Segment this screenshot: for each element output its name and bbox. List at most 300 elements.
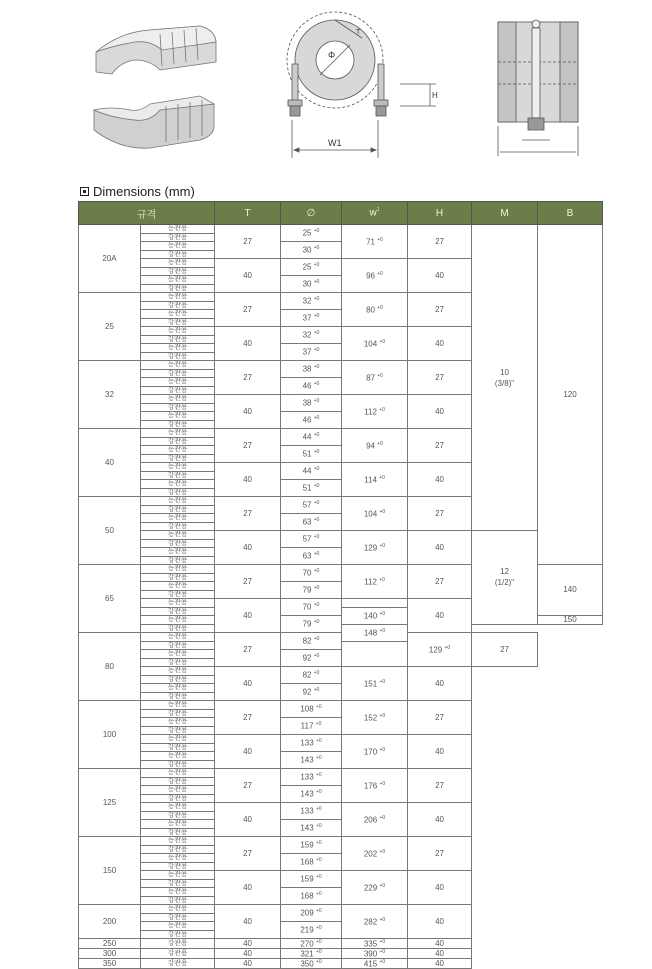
material-cell: 강관용 xyxy=(141,590,215,599)
square-bullet-icon xyxy=(80,187,89,196)
material-cell: 강관용 xyxy=(141,811,215,820)
value: 390 xyxy=(363,949,378,959)
value: 151 xyxy=(363,679,378,689)
material-cell: 동관용 xyxy=(141,922,215,931)
tolerance: +0 xyxy=(313,381,320,388)
header-diameter: ∅ xyxy=(281,202,342,225)
tolerance: +0 xyxy=(379,627,386,634)
value: 176 xyxy=(363,781,378,791)
material-cell: 강관용 xyxy=(141,250,215,259)
value: 321 xyxy=(300,949,314,959)
value: 46 xyxy=(302,416,312,426)
tolerance: +0 xyxy=(379,576,385,583)
material-cell: 강관용 xyxy=(141,641,215,650)
value: 143 xyxy=(300,824,314,834)
size-cell: 50 xyxy=(79,497,141,565)
value: 96 xyxy=(366,271,375,281)
material-cell: 동관용 xyxy=(141,616,215,625)
tolerance: +0 xyxy=(379,780,386,787)
h-cell: 40 xyxy=(408,327,472,361)
table-row xyxy=(79,769,603,778)
diameter-cell xyxy=(281,531,342,548)
tolerance: +0 xyxy=(315,939,322,945)
material-cell: 강관용 xyxy=(141,794,215,803)
w1-cell xyxy=(342,837,408,871)
material-cell: 동관용 xyxy=(141,667,215,676)
h-cell: 27 xyxy=(408,293,472,327)
tolerance: +0 xyxy=(313,500,320,507)
value: 51 xyxy=(302,484,312,494)
h-cell: 27 xyxy=(408,429,472,463)
table-body xyxy=(79,225,603,969)
tolerance: +0 xyxy=(313,449,320,456)
diameter-cell xyxy=(281,949,342,959)
material-cell: 동관용 xyxy=(141,344,215,353)
header-w1: $w^1$ xyxy=(342,202,408,225)
material-cell: 강관용 xyxy=(141,420,215,429)
material-cell: 동관용 xyxy=(141,463,215,472)
w1-cell xyxy=(408,633,472,667)
material-cell: 동관용 xyxy=(141,888,215,897)
tolerance: +0 xyxy=(379,508,386,515)
diameter-cell xyxy=(281,667,342,684)
material-cell: 동관용 xyxy=(141,310,215,319)
size-cell: 300 xyxy=(79,949,141,959)
diameter-cell xyxy=(281,242,342,259)
material-cell: 강관용 xyxy=(141,743,215,752)
t-cell: 27 xyxy=(215,429,281,463)
material-cell: 동관용 xyxy=(141,242,215,251)
tolerance: +0 xyxy=(315,891,322,898)
t-cell: 40 xyxy=(215,463,281,497)
section-heading-text: Dimensions (mm) xyxy=(93,184,195,199)
w1-cell xyxy=(342,701,408,735)
value: 112 xyxy=(364,577,377,587)
value: 70 xyxy=(302,603,312,613)
material-cell: 강관용 xyxy=(141,505,215,514)
material-cell: 동관용 xyxy=(141,837,215,846)
t-cell: 27 xyxy=(215,225,281,259)
value: 206 xyxy=(363,815,378,825)
table-row xyxy=(79,735,603,744)
diameter-cell xyxy=(281,769,342,786)
diameter-cell xyxy=(281,599,342,616)
material-cell: 강관용 xyxy=(141,488,215,497)
w1-cell xyxy=(342,293,408,327)
value: 38 xyxy=(302,399,312,409)
h-cell: 40 xyxy=(408,599,472,633)
table-row xyxy=(79,225,603,234)
value: 82 xyxy=(302,671,312,681)
table-row xyxy=(79,854,603,863)
material-cell: 강관용 xyxy=(141,726,215,735)
diameter-cell xyxy=(281,820,342,837)
table-row xyxy=(79,803,603,812)
h-cell: 40 xyxy=(408,531,472,565)
h-cell: 27 xyxy=(408,497,472,531)
material-cell: 강관용 xyxy=(141,233,215,242)
value: 143 xyxy=(300,756,314,766)
material-cell: 강관용 xyxy=(141,930,215,939)
material-cell: 강관용 xyxy=(141,675,215,684)
w1-cell xyxy=(342,565,408,599)
material-cell: 강관용 xyxy=(141,556,215,565)
dimensions-table xyxy=(78,201,603,969)
header-b: B xyxy=(538,202,603,225)
material-cell: 강관용 xyxy=(141,607,215,616)
value: 94 xyxy=(366,441,375,451)
diameter-cell xyxy=(281,871,342,888)
diameter-cell xyxy=(281,905,342,922)
diameter-cell xyxy=(281,361,342,378)
tolerance: +0 xyxy=(315,755,322,762)
table-row xyxy=(79,837,603,846)
m-value: 10 xyxy=(500,367,509,377)
w1-cell xyxy=(342,769,408,803)
diameter-cell xyxy=(281,276,342,293)
material-cell: 동관용 xyxy=(141,786,215,795)
tolerance: +0 xyxy=(315,908,322,915)
table-row xyxy=(79,531,603,540)
tolerance: +0 xyxy=(379,406,385,413)
w1-cell xyxy=(342,949,408,959)
t-cell: 40 xyxy=(215,667,281,701)
h-cell: 27 xyxy=(408,361,472,395)
value: 32 xyxy=(302,331,312,341)
material-cell: 동관용 xyxy=(141,803,215,812)
diameter-cell xyxy=(281,888,342,905)
tolerance: +0 xyxy=(313,619,320,626)
diameter-cell xyxy=(281,959,342,969)
material-cell: 강관용 xyxy=(141,624,215,633)
diameter-cell xyxy=(281,684,342,701)
material-cell: 강관용 xyxy=(141,437,215,446)
t-cell: 27 xyxy=(215,361,281,395)
diameter-cell xyxy=(281,633,342,650)
size-cell: 125 xyxy=(79,769,141,837)
w1-cell xyxy=(342,607,408,624)
m-cell-first xyxy=(472,225,538,531)
material-cell: 강관용 xyxy=(141,386,215,395)
tolerance: +0 xyxy=(313,398,320,405)
tolerance: +0 xyxy=(379,916,386,923)
size-cell: 200 xyxy=(79,905,141,939)
material-cell: 동관용 xyxy=(141,650,215,659)
material-cell: 동관용 xyxy=(141,446,215,455)
m-cell-second xyxy=(472,531,538,625)
w1-cell xyxy=(342,395,408,429)
value: 415 xyxy=(363,959,378,969)
t-cell: 40 xyxy=(215,327,281,361)
value: 168 xyxy=(300,858,314,868)
material-cell: 강관용 xyxy=(141,692,215,701)
value: 114 xyxy=(364,475,377,485)
tolerance: +0 xyxy=(379,939,386,945)
size-cell: 20A xyxy=(79,225,141,293)
tolerance: +0 xyxy=(379,746,386,753)
size-cell: 65 xyxy=(79,565,141,633)
w1-cell xyxy=(342,497,408,531)
table-row xyxy=(79,718,603,727)
tolerance: +0 xyxy=(313,415,320,422)
front-view-drawing xyxy=(287,12,436,158)
material-cell: 강관용 xyxy=(141,896,215,905)
value: 133 xyxy=(300,739,314,749)
value: 133 xyxy=(300,807,314,817)
w1-cell xyxy=(342,871,408,905)
tolerance: +0 xyxy=(379,882,386,889)
h-cell: 27 xyxy=(408,225,472,259)
value: 46 xyxy=(302,382,312,392)
h-cell: 40 xyxy=(408,905,472,939)
diameter-cell xyxy=(281,480,342,497)
diameter-cell xyxy=(281,718,342,735)
value: 70 xyxy=(302,569,312,579)
t-cell: 27 xyxy=(215,293,281,327)
w1-cell xyxy=(342,259,408,293)
m-value: 12 xyxy=(500,567,509,577)
tolerance: +0 xyxy=(315,704,322,711)
value: 170 xyxy=(363,747,378,757)
value: 87 xyxy=(366,373,375,383)
material-cell: 강관용 xyxy=(141,862,215,871)
material-cell: 강관용 xyxy=(141,939,215,949)
tolerance: +0 xyxy=(377,372,383,379)
material-cell: 동관용 xyxy=(141,327,215,336)
tolerance: +0 xyxy=(315,738,322,745)
diameter-cell xyxy=(281,378,342,395)
material-cell: 강관용 xyxy=(141,318,215,327)
h-cell: 27 xyxy=(408,769,472,803)
material-cell: 동관용 xyxy=(141,633,215,642)
material-cell: 강관용 xyxy=(141,913,215,922)
material-cell: 강관용 xyxy=(141,335,215,344)
material-cell: 동관용 xyxy=(141,259,215,268)
b-cell-last: 150 xyxy=(538,616,603,625)
w1-cell xyxy=(342,624,408,641)
table-row xyxy=(79,752,603,761)
diagram-w1-label: W1 xyxy=(328,138,342,148)
value: 282 xyxy=(363,917,378,927)
material-cell: 강관용 xyxy=(141,573,215,582)
w1-cell xyxy=(342,225,408,259)
h-cell: 40 xyxy=(408,395,472,429)
value: 57 xyxy=(302,535,312,545)
t-cell: 40 xyxy=(215,259,281,293)
tolerance: +0 xyxy=(377,440,383,447)
diameter-cell xyxy=(281,582,342,599)
tolerance: +0 xyxy=(313,517,320,524)
value: 25 xyxy=(302,229,312,239)
value: 129 xyxy=(428,645,443,655)
tolerance: +0 xyxy=(315,823,322,830)
tolerance: +0 xyxy=(379,474,385,481)
material-cell: 강관용 xyxy=(141,352,215,361)
diameter-cell xyxy=(281,412,342,429)
table-row xyxy=(79,701,603,710)
value: 129 xyxy=(363,543,378,553)
tolerance: +0 xyxy=(315,721,322,728)
value: 79 xyxy=(302,586,312,596)
t-cell: 27 xyxy=(215,565,281,599)
diameter-cell xyxy=(281,922,342,939)
material-cell: 동관용 xyxy=(141,293,215,302)
material-cell: 강관용 xyxy=(141,760,215,769)
value: 92 xyxy=(302,654,312,664)
tolerance: +0 xyxy=(379,949,386,956)
t-cell: 40 xyxy=(215,735,281,769)
table-row xyxy=(79,684,603,693)
tolerance: +0 xyxy=(379,610,386,617)
tolerance: +0 xyxy=(313,262,320,269)
value: 112 xyxy=(364,407,377,417)
material-cell: 강관용 xyxy=(141,471,215,480)
value: 229 xyxy=(363,883,378,893)
tolerance: +0 xyxy=(313,483,320,490)
value: 133 xyxy=(300,773,314,783)
tolerance: +0 xyxy=(313,432,320,439)
value: 37 xyxy=(302,348,312,358)
material-cell: 강관용 xyxy=(141,369,215,378)
table-row xyxy=(79,667,603,676)
value: 202 xyxy=(363,849,378,859)
isometric-upper-half-drawing xyxy=(96,26,216,74)
diameter-cell xyxy=(281,497,342,514)
diagram-h-label: H xyxy=(432,91,438,100)
t-cell: 27 xyxy=(215,837,281,871)
material-cell: 강관용 xyxy=(141,454,215,463)
m-unit: (3/8)" xyxy=(494,378,515,388)
w1-cell xyxy=(342,905,408,939)
diagram-t-label: T xyxy=(356,29,361,36)
w1-cell xyxy=(342,667,408,701)
tolerance: +0 xyxy=(313,330,320,337)
tolerance: +0 xyxy=(315,806,322,813)
material-cell: 강관용 xyxy=(141,828,215,837)
material-cell: 동관용 xyxy=(141,497,215,506)
material-cell: 동관용 xyxy=(141,582,215,591)
value: 79 xyxy=(302,620,312,630)
material-cell: 동관용 xyxy=(141,429,215,438)
value: 30 xyxy=(302,280,312,290)
table-row xyxy=(79,633,603,642)
header-m: M xyxy=(472,202,538,225)
t-cell: 27 xyxy=(215,701,281,735)
material-cell: 동관용 xyxy=(141,701,215,710)
size-cell: 150 xyxy=(79,837,141,905)
h-cell: 40 xyxy=(408,667,472,701)
material-cell: 동관용 xyxy=(141,735,215,744)
value: 140 xyxy=(363,611,378,621)
value: 209 xyxy=(300,909,314,919)
diameter-cell xyxy=(281,565,342,582)
material-cell: 강관용 xyxy=(141,522,215,531)
material-cell: 동관용 xyxy=(141,531,215,540)
material-cell: 강관용 xyxy=(141,959,215,969)
tolerance: +0 xyxy=(315,840,322,847)
tolerance: +0 xyxy=(313,245,320,252)
tolerance: +0 xyxy=(313,364,320,371)
tolerance: +0 xyxy=(313,602,320,609)
header-t: T xyxy=(215,202,281,225)
t-cell: 40 xyxy=(215,905,281,939)
tolerance: +0 xyxy=(444,644,451,651)
b-cell-second: 140 xyxy=(538,565,603,616)
t-cell: 40 xyxy=(215,871,281,905)
t-cell: 40 xyxy=(215,395,281,429)
diameter-cell xyxy=(281,701,342,718)
tolerance: +0 xyxy=(313,653,320,660)
size-cell: 80 xyxy=(79,633,141,701)
h-cell: 40 xyxy=(408,259,472,293)
value: 57 xyxy=(302,501,312,511)
size-cell: 40 xyxy=(79,429,141,497)
value: 82 xyxy=(302,637,312,647)
tolerance: +0 xyxy=(313,534,320,541)
tolerance: +0 xyxy=(313,568,320,575)
diameter-cell xyxy=(281,327,342,344)
material-cell: 강관용 xyxy=(141,709,215,718)
tolerance: +0 xyxy=(313,313,320,320)
value: 71 xyxy=(366,237,375,247)
material-cell: 강관용 xyxy=(141,301,215,310)
tolerance: +0 xyxy=(313,347,320,354)
h-cell: 40 xyxy=(408,949,472,959)
h-cell: 27 xyxy=(408,565,472,599)
value: 63 xyxy=(302,518,312,528)
material-cell: 동관용 xyxy=(141,361,215,370)
material-cell: 동관용 xyxy=(141,378,215,387)
t-cell: 40 xyxy=(215,959,281,969)
value: 108 xyxy=(300,705,314,715)
tolerance: +0 xyxy=(313,279,320,286)
value: 104 xyxy=(363,509,378,519)
diameter-cell xyxy=(281,463,342,480)
diameter-cell xyxy=(281,786,342,803)
value: 143 xyxy=(300,790,314,800)
w1-cell xyxy=(342,327,408,361)
w1-cell xyxy=(342,599,408,608)
table-row xyxy=(79,939,603,949)
material-cell: 동관용 xyxy=(141,514,215,523)
h-cell: 40 xyxy=(408,939,472,949)
h-cell: 40 xyxy=(408,735,472,769)
size-cell: 250 xyxy=(79,939,141,949)
material-cell: 강관용 xyxy=(141,879,215,888)
material-cell: 강관용 xyxy=(141,949,215,959)
table-row xyxy=(79,949,603,959)
value: 38 xyxy=(302,365,312,375)
b-cell-first: 120 xyxy=(538,225,603,565)
diameter-cell xyxy=(281,939,342,949)
value: 32 xyxy=(302,297,312,307)
diameter-cell xyxy=(281,395,342,412)
tolerance: +0 xyxy=(379,848,386,855)
diameter-cell xyxy=(281,803,342,820)
w1-cell xyxy=(342,429,408,463)
material-cell: 강관용 xyxy=(141,777,215,786)
tolerance: +0 xyxy=(313,296,320,303)
value: 219 xyxy=(300,926,314,936)
h-cell: 27 xyxy=(408,837,472,871)
value: 51 xyxy=(302,450,312,460)
material-cell: 동관용 xyxy=(141,752,215,761)
w1-cell xyxy=(342,959,408,969)
w1-cell xyxy=(342,531,408,565)
tolerance: +0 xyxy=(377,236,383,243)
diameter-cell xyxy=(281,310,342,327)
diameter-cell xyxy=(281,259,342,276)
